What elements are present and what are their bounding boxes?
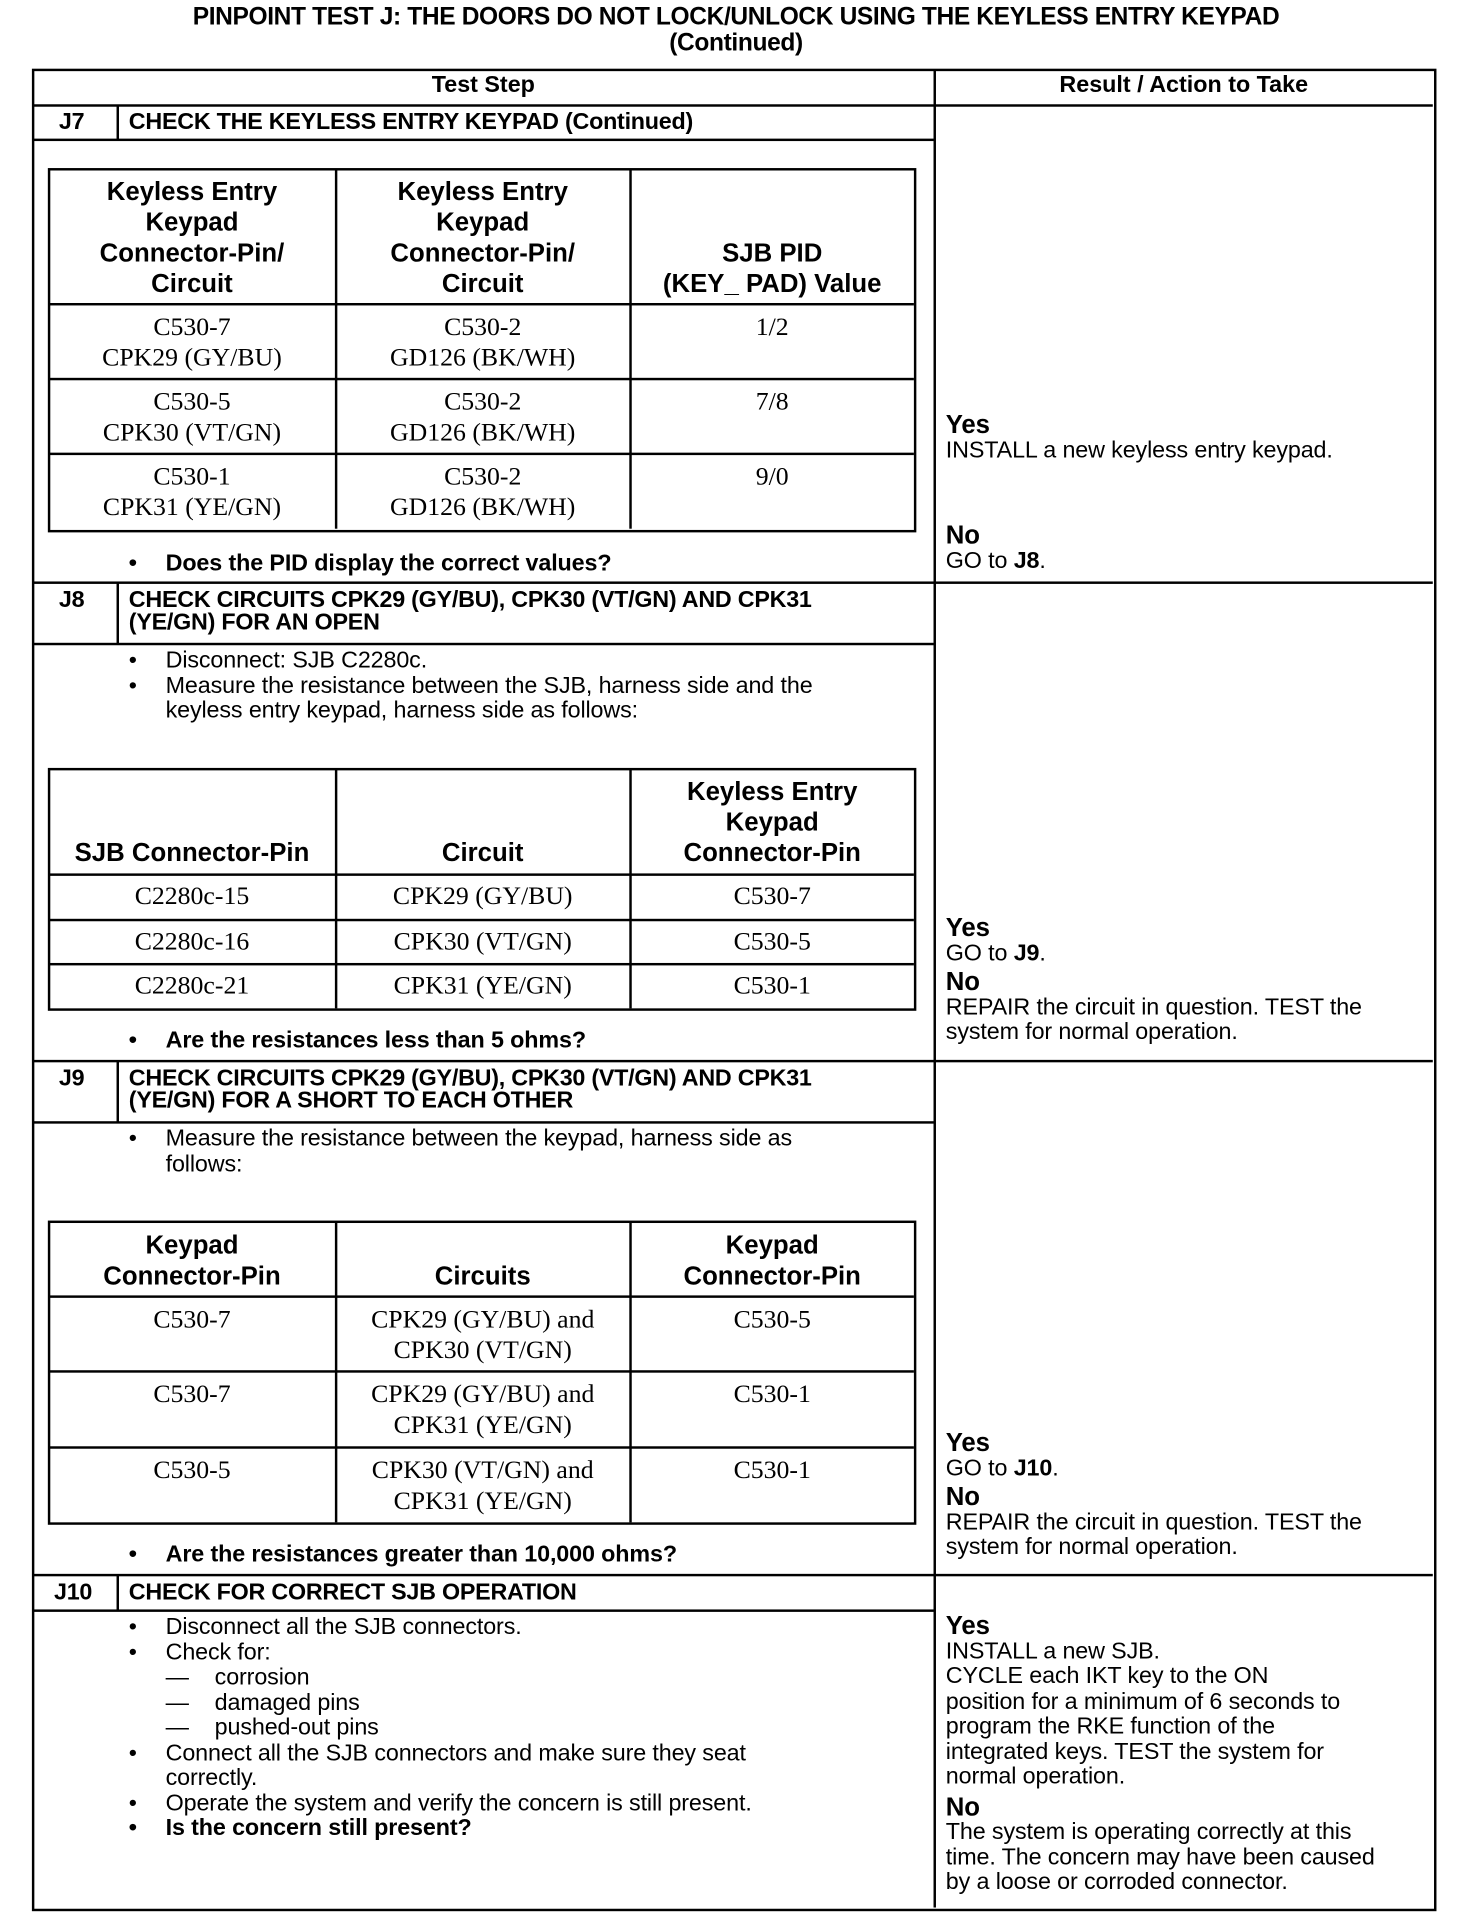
j10-number: J10 bbox=[53, 1579, 93, 1606]
title-line1: PINPOINT TEST J: THE DOORS DO NOT LOCK/UNLOCK USING THE KEYLESS ENTRY KEYPAD bbox=[192, 3, 1280, 31]
table-cell: CPK29 (GY/BU) and CPK31 (YE/GN) bbox=[371, 1378, 595, 1439]
divider bbox=[33, 581, 1433, 583]
j9-number: J9 bbox=[58, 1066, 85, 1092]
table-cell: C530-7 bbox=[153, 1303, 231, 1334]
j7-col1-header: Keyless Entry Keypad Connector-Pin/ Circuit bbox=[99, 177, 285, 299]
divider bbox=[49, 919, 914, 921]
table-cell: CPK31 (YE/GN) bbox=[393, 970, 572, 1000]
table-cell: 1/2 bbox=[755, 311, 789, 342]
divider bbox=[33, 139, 933, 141]
divider bbox=[33, 1609, 933, 1611]
divider bbox=[49, 303, 914, 305]
j10-result: Yes INSTALL a new SJB. CYCLE each IKT key to the ON position for a minimum of 6 seconds to program the RKE function of the integrated keys. TEST the system for normal operation. No The system is operating correctly at this time. The concern may have been caused by a loose or corroded connector. bbox=[945, 1611, 1375, 1896]
table-cell: C530-2 GD126 (BK/WH) bbox=[390, 311, 576, 372]
table-cell: C530-2 GD126 (BK/WH) bbox=[390, 461, 576, 522]
divider bbox=[49, 1295, 914, 1297]
j7-number: J7 bbox=[58, 109, 85, 135]
j7-result: Yes INSTALL a new keyless entry keypad. No GO to J8. bbox=[945, 410, 1333, 574]
table-cell: C530-5 bbox=[733, 1303, 811, 1334]
table-cell: 7/8 bbox=[755, 386, 789, 416]
j7-title: CHECK THE KEYLESS ENTRY KEYPAD (Continued) bbox=[128, 109, 694, 135]
j8-number: J8 bbox=[58, 587, 85, 614]
table-cell: C530-5 bbox=[153, 1454, 231, 1485]
divider bbox=[117, 105, 119, 139]
divider bbox=[33, 1121, 933, 1123]
table-cell: C2280c-16 bbox=[134, 926, 250, 956]
j8-result: Yes GO to J9. No REPAIR the circuit in question. TEST the system for normal operation. bbox=[945, 913, 1362, 1046]
header-test-step: Test Step bbox=[431, 72, 535, 99]
j8-col1-header: SJB Connector-Pin bbox=[74, 839, 310, 868]
divider bbox=[117, 1061, 119, 1122]
j10-steps: • Disconnect all the SJB connectors. • Check for: — corrosion — damaged pins — pushed-out pins • Connect all the SJB connectors and make sure they seat correctly. • Operate the system and verify the concern is still present. • Is the concern still present? bbox=[128, 1614, 752, 1842]
table-cell: CPK29 (GY/BU) bbox=[392, 880, 573, 911]
table-cell: C530-5 CPK30 (VT/GN) bbox=[102, 386, 282, 447]
j9-col1-header: Keypad Connector-Pin bbox=[103, 1231, 281, 1291]
j9-bullets: • Measure the resistance between the keypad, harness side as follows: bbox=[128, 1126, 793, 1178]
j9-question: • Are the resistances greater than 10,000 ohms? bbox=[128, 1541, 677, 1568]
table-cell: C530-1 CPK31 (YE/GN) bbox=[102, 461, 282, 522]
table-cell: C530-5 bbox=[733, 926, 811, 956]
title-line2: (Continued) bbox=[669, 29, 803, 57]
table-cell: C530-2 GD126 (BK/WH) bbox=[390, 386, 576, 447]
j9-title: CHECK CIRCUITS CPK29 (GY/BU), CPK30 (VT/GN) AND CPK31 (YE/GN) FOR A SHORT TO EACH OTHER bbox=[128, 1066, 812, 1114]
j9-col3-header: Keypad Connector-Pin bbox=[683, 1231, 861, 1291]
column-divider bbox=[934, 70, 936, 1908]
table-cell: C530-1 bbox=[733, 1378, 811, 1409]
table-cell: C2280c-21 bbox=[134, 970, 250, 1000]
j8-bullets: • Disconnect: SJB C2280c. • Measure the resistance between the SJB, harness side and the keyless entry keypad, harness side as follows: bbox=[128, 647, 813, 724]
divider bbox=[49, 453, 914, 455]
j8-col3-header: Keyless Entry Keypad Connector-Pin bbox=[683, 777, 861, 868]
divider bbox=[33, 643, 933, 645]
table-cell: C530-1 bbox=[733, 970, 811, 1000]
divider bbox=[49, 378, 914, 380]
header-result: Result / Action to Take bbox=[1059, 72, 1309, 99]
divider bbox=[33, 1574, 1433, 1576]
j9-col2-header: Circuits bbox=[434, 1262, 531, 1291]
divider bbox=[49, 1446, 914, 1448]
j7-col2-header: Keyless Entry Keypad Connector-Pin/ Circuit bbox=[390, 177, 576, 299]
j7-col3-header: SJB PID (KEY_ PAD) Value bbox=[662, 239, 882, 299]
divider bbox=[117, 1575, 119, 1611]
j8-col2-header: Circuit bbox=[441, 839, 524, 868]
divider bbox=[49, 873, 914, 875]
table-cell: 9/0 bbox=[755, 461, 789, 491]
divider bbox=[33, 104, 1433, 106]
j9-result: Yes GO to J10. No REPAIR the circuit in question. TEST the system for normal operation. bbox=[945, 1429, 1362, 1561]
divider bbox=[49, 963, 914, 965]
table-cell: C2280c-15 bbox=[134, 880, 250, 911]
table-cell: C530-7 bbox=[733, 880, 811, 911]
j8-title: CHECK CIRCUITS CPK29 (GY/BU), CPK30 (VT/GN) AND CPK31 (YE/GN) FOR AN OPEN bbox=[128, 587, 812, 636]
j10-title: CHECK FOR CORRECT SJB OPERATION bbox=[128, 1579, 577, 1606]
divider bbox=[117, 583, 119, 644]
table-cell: CPK30 (VT/GN) and CPK31 (YE/GN) bbox=[371, 1454, 594, 1515]
divider bbox=[49, 1370, 914, 1372]
table-cell: C530-7 bbox=[153, 1378, 231, 1409]
j8-question: • Are the resistances less than 5 ohms? bbox=[128, 1027, 586, 1054]
j7-question: • Does the PID display the correct values? bbox=[128, 550, 612, 577]
table-cell: C530-7 CPK29 (GY/BU) bbox=[102, 311, 282, 372]
table-cell: CPK29 (GY/BU) and CPK30 (VT/GN) bbox=[371, 1303, 595, 1365]
divider bbox=[33, 1060, 1433, 1062]
table-cell: CPK30 (VT/GN) bbox=[393, 926, 572, 956]
table-cell: C530-1 bbox=[733, 1454, 811, 1485]
